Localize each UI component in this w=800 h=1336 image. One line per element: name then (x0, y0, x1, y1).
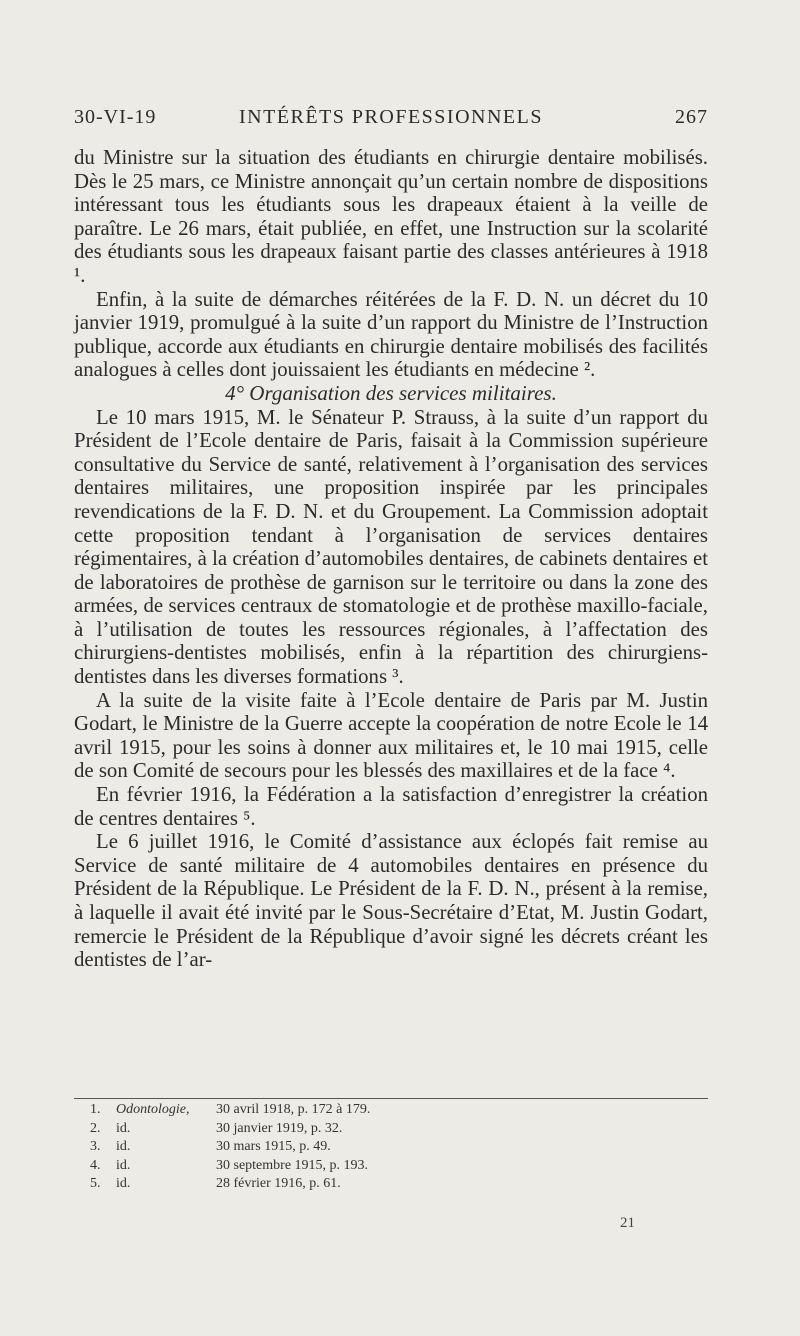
footnote-reference: 30 janvier 1919, p. 32. (216, 1120, 343, 1136)
paragraph: Le 6 juillet 1916, le Comité d’assistance aux éclopés fait remise au Service de santé militaire de 4 automobiles dentaires en présence du Président de la République. Le Président de la F. D. N., présent à la remise, à laquelle il avait été invité par le Sous-Secrétaire d’Etat, M. Justin Godart, remercie le Président de la République d’avoir signé les décrets créant les dentistes de l’ar- (74, 830, 708, 972)
footnote-source: id. (116, 1139, 131, 1154)
running-header (74, 106, 708, 136)
footnote (74, 1138, 708, 1157)
footnotes (74, 1101, 708, 1194)
footnote-number: 5. (90, 1176, 101, 1191)
footnote-source: id. (116, 1176, 131, 1191)
signature-mark: 21 (620, 1215, 635, 1231)
footnote-reference: 30 septembre 1915, p. 193. (216, 1157, 369, 1173)
footnote (74, 1101, 708, 1120)
paragraph: Enfin, à la suite de démarches réitérées de la F. D. N. un décret du 10 janvier 1919, promulgué à la suite d’un rapport du Ministre de l’Instruction publique, accorde aux étudiants en chirurgie dentaire mobilisés des facilités analogues à celles dont jouissaient les étudiants en médecine ². (74, 287, 708, 382)
footnote-reference: 30 mars 1915, p. 49. (216, 1139, 331, 1154)
footnote-reference: 30 avril 1918, p. 172 à 179. (216, 1102, 371, 1117)
footnote-number: 4. (90, 1157, 101, 1173)
footnote-reference: 28 février 1916, p. 61. (216, 1176, 341, 1191)
paragraph: A la suite de la visite faite à l’Ecole dentaire de Paris par M. Justin Godart, le Ministre de la Guerre accepte la coopération de notre Ecole le 14 avril 1915, pour les soins à donner aux militaires et, le 10 mai 1915, celle de son Comité de secours pour les blessés des maxillaires et de la face ⁴. (74, 688, 708, 783)
footnote (74, 1175, 708, 1194)
footnote (74, 1120, 708, 1139)
footnote-source: id. (116, 1157, 131, 1173)
page-number: 267 (675, 106, 708, 128)
footnote (74, 1157, 708, 1176)
paragraph: du Ministre sur la situation des étudiants en chirurgie dentaire mobilisés. Dès le 25 mars, ce Ministre annonçait qu’un certain nombre de dispositions intéressant tous les étudiants sous les drapeaux étaient à la veille de paraître. Le 26 mars, était publiée, en effet, une Instruction sur la scolarité des étudiants sous les drapeaux faisant partie des classes antérieures à 1918 ¹. (74, 146, 708, 287)
footnote-source: id. (116, 1120, 131, 1136)
footnote-divider (74, 1098, 708, 1099)
paragraph: Le 10 mars 1915, M. le Sénateur P. Strauss, à la suite d’un rapport du Président de l’Ecole dentaire de Paris, faisait à la Commission supérieure consultative du Service de santé, relativement à l’organisation des services dentaires militaires, une proposition inspirée par les principales revendications de la F. D. N. et du Groupement. La Commission adoptait cette proposition tendant à l’organisation de services dentaires régimentaires, à la création d’automobiles dentaires, de cabinets dentaires et de laboratoires de prothèse de garnison sur le territoire ou dans la zone des armées, de services centraux de stomatologie et de prothèse maxillo-faciale, à l’utilisation de toutes les ressources régionales, à l’affectation des chirurgiens-dentistes mobilisés, enfin à la répartition des chirurgiens-dentistes dans les diverses formations ³. (74, 405, 708, 689)
section-heading: 4° Organisation des services militaires. (225, 380, 557, 405)
paragraph: En février 1916, la Fédération a la satisfaction d’enregistrer la création de centres dentaires ⁵. (74, 783, 708, 830)
footnote-source: Odontologie, (116, 1102, 190, 1117)
footnote-number: 2. (90, 1120, 101, 1136)
header-date: 30-VI-19 (74, 106, 157, 128)
header-title: INTÉRÊTS PROFESSIONNELS (239, 106, 543, 128)
footnote-number: 3. (90, 1139, 101, 1154)
body-text (74, 146, 708, 972)
footnote-number: 1. (90, 1102, 101, 1117)
